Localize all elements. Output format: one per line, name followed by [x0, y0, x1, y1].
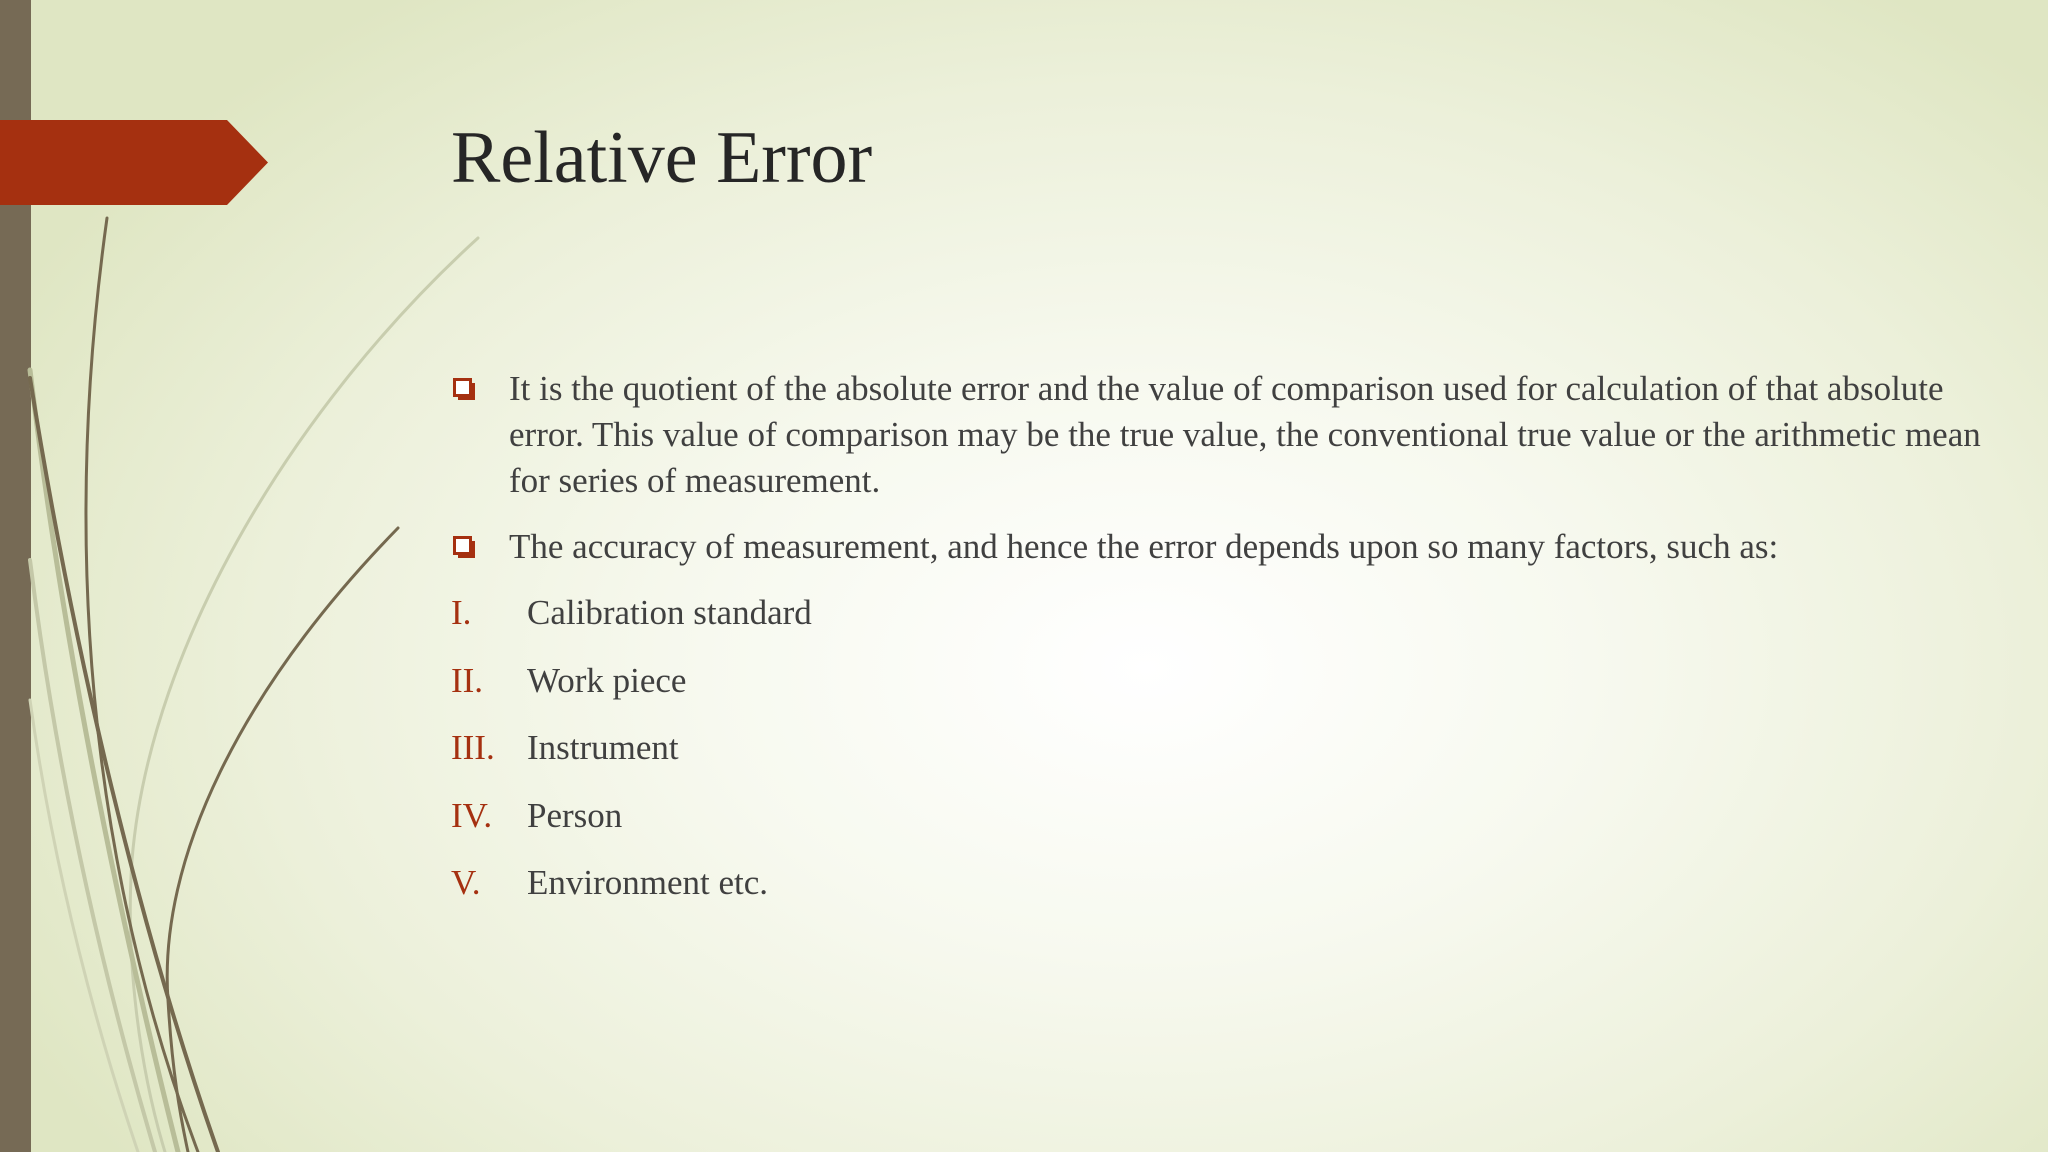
- factor-item: [451, 590, 2011, 636]
- factor-text: Work piece: [527, 660, 687, 700]
- factor-number: I.: [451, 593, 472, 632]
- bullet-item: [451, 524, 2011, 570]
- factor-text: Person: [527, 795, 623, 835]
- factor-number: V.: [451, 863, 481, 902]
- factor-number: II.: [451, 660, 484, 700]
- factor-text: Instrument: [527, 728, 679, 767]
- factor-number: IV.: [451, 795, 493, 835]
- slide-content: [451, 366, 2011, 928]
- factor-number: III.: [451, 728, 495, 767]
- bullet-text: It is the quotient of the absolute error and the value of comparison used for calculation of that absolute error. This value of comparison may be the true value, the conventional true value or the arithmetic mean for series of measurement.: [509, 369, 1981, 500]
- bullet-text: The accuracy of measurement, and hence the error depends upon so many factors, such as:: [509, 527, 1779, 566]
- title-accent-tab: [0, 120, 268, 205]
- factor-item: [451, 725, 2011, 771]
- checkbox-square-icon: [453, 378, 476, 401]
- bullet-item: [451, 366, 2011, 504]
- factor-item: [451, 793, 2011, 839]
- factor-text: Environment etc.: [527, 863, 769, 902]
- factor-item: [451, 860, 2011, 906]
- checkbox-square-icon: [453, 536, 476, 559]
- slide-title: Relative Error: [451, 117, 873, 199]
- factor-item: [451, 658, 2011, 704]
- factor-text: Calibration standard: [527, 593, 812, 632]
